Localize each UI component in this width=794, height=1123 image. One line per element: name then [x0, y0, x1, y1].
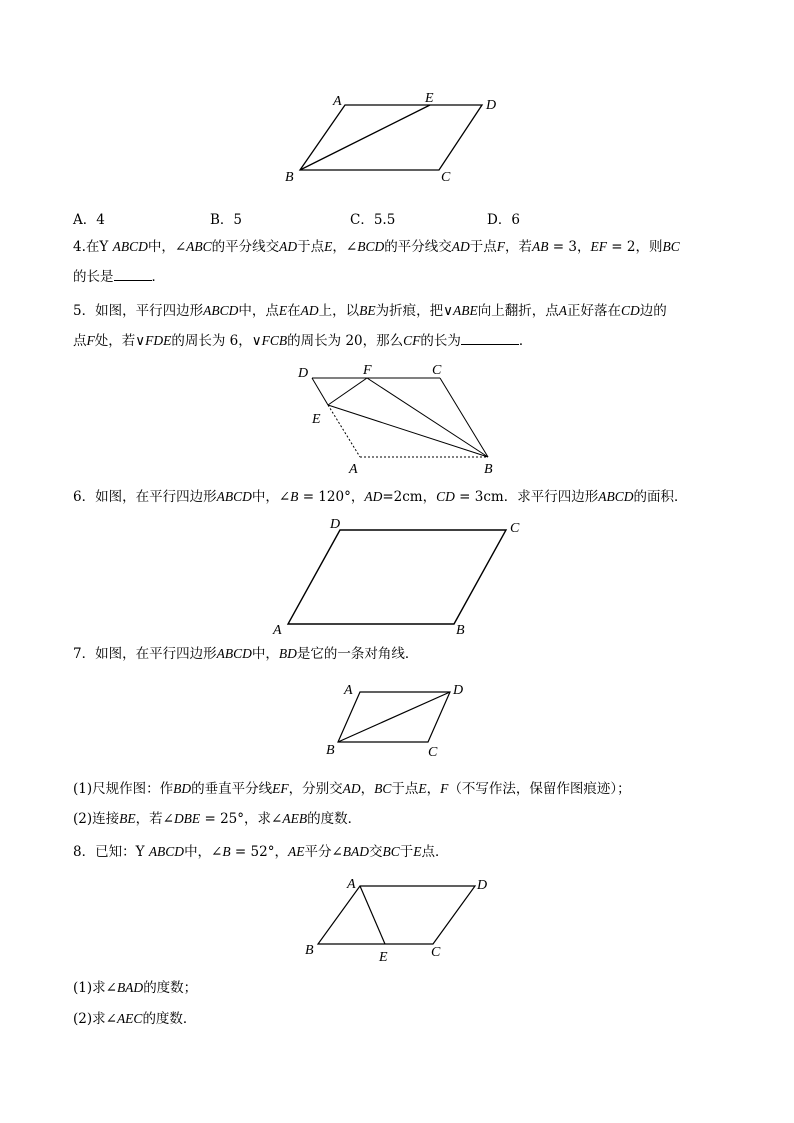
question-5-line-2: 点F处，若∨FDE的周长为 6，∨FCB的周长为 20，那么CF的长为 ． [73, 333, 533, 349]
parallelogram-abcd [300, 105, 482, 170]
figure-q6 [270, 512, 530, 637]
segment-de [312, 378, 328, 405]
label-e: E [312, 412, 321, 427]
label-d: D [477, 878, 488, 893]
label-c: C [432, 363, 442, 378]
label-d: D [298, 366, 309, 381]
segment-ea-dotted [328, 405, 360, 457]
question-5-line-1: 5．如图，平行四边形ABCD中，点E在AD上，以BE为折痕，把∨ABE向上翻折，点A正好落在CD边的 [73, 303, 667, 319]
label-e: E [379, 950, 388, 965]
label-a: A [347, 877, 356, 892]
option-d: D．6 [487, 212, 520, 228]
answer-blank[interactable] [114, 268, 152, 281]
label-a: A [349, 462, 358, 477]
label-c: C [510, 521, 520, 536]
question-6: 6．如图，在平行四边形ABCD中，∠B = 120°，AD=2cm，CD = 3cm．求平行四边形ABCD的面积． [73, 489, 688, 505]
segment-ae [360, 886, 385, 944]
figure-q5 [295, 360, 515, 480]
segment-be [300, 105, 430, 170]
question-8-part-1: (1)求∠BAD的度数； [73, 980, 198, 996]
label-e: E [425, 91, 434, 106]
figure-q8 [300, 872, 500, 967]
question-7-part-2: (2)连接BE，若∠DBE = 25°，求∠AEB的度数． [73, 811, 362, 827]
parallelogram-abcd [288, 530, 506, 624]
figure-q3 [280, 88, 510, 188]
label-b: B [326, 743, 335, 758]
segment-fb [367, 378, 488, 457]
option-c: C．5.5 [350, 212, 396, 228]
label-a: A [273, 623, 282, 638]
label-b: B [484, 462, 493, 477]
question-8-part-2: (2)求∠AEC的度数． [73, 1011, 197, 1027]
label-f: F [363, 363, 372, 378]
segment-eb [328, 405, 488, 457]
option-b: B．5 [210, 212, 243, 228]
parallelogram-abcd [318, 886, 475, 944]
option-a: A．4 [73, 212, 105, 228]
question-4-line-1: 4.在Y ABCD中，∠ABC的平分线交AD于点E，∠BCD的平分线交AD于点F，若AB = 3，EF = 2，则BC [73, 239, 680, 255]
label-c: C [431, 945, 441, 960]
answer-blank[interactable] [461, 332, 519, 345]
label-d: D [330, 517, 341, 532]
label-b: B [285, 170, 294, 185]
label-a: A [344, 683, 353, 698]
label-a: A [333, 94, 342, 109]
label-d: D [453, 683, 464, 698]
label-d: D [486, 98, 497, 113]
question-7: 7．如图，在平行四边形ABCD中，BD是它的一条对角线． [73, 646, 419, 662]
figure-q7 [320, 678, 480, 763]
question-8: 8．已知：Y ABCD中，∠B = 52°，AE平分∠BAD交BC于E点． [73, 844, 449, 860]
segment-cb [440, 378, 488, 457]
label-b: B [456, 623, 465, 638]
label-c: C [428, 745, 438, 760]
diagonal-bd [338, 692, 450, 742]
segment-ef [328, 378, 367, 405]
label-b: B [305, 943, 314, 958]
question-7-part-1: (1)尺规作图：作BD的垂直平分线EF，分别交AD，BC于点E，F（不写作法，保留作图痕迹）； [73, 781, 631, 797]
label-c: C [441, 170, 451, 185]
question-4-line-2: 的长是 ． [73, 269, 165, 285]
